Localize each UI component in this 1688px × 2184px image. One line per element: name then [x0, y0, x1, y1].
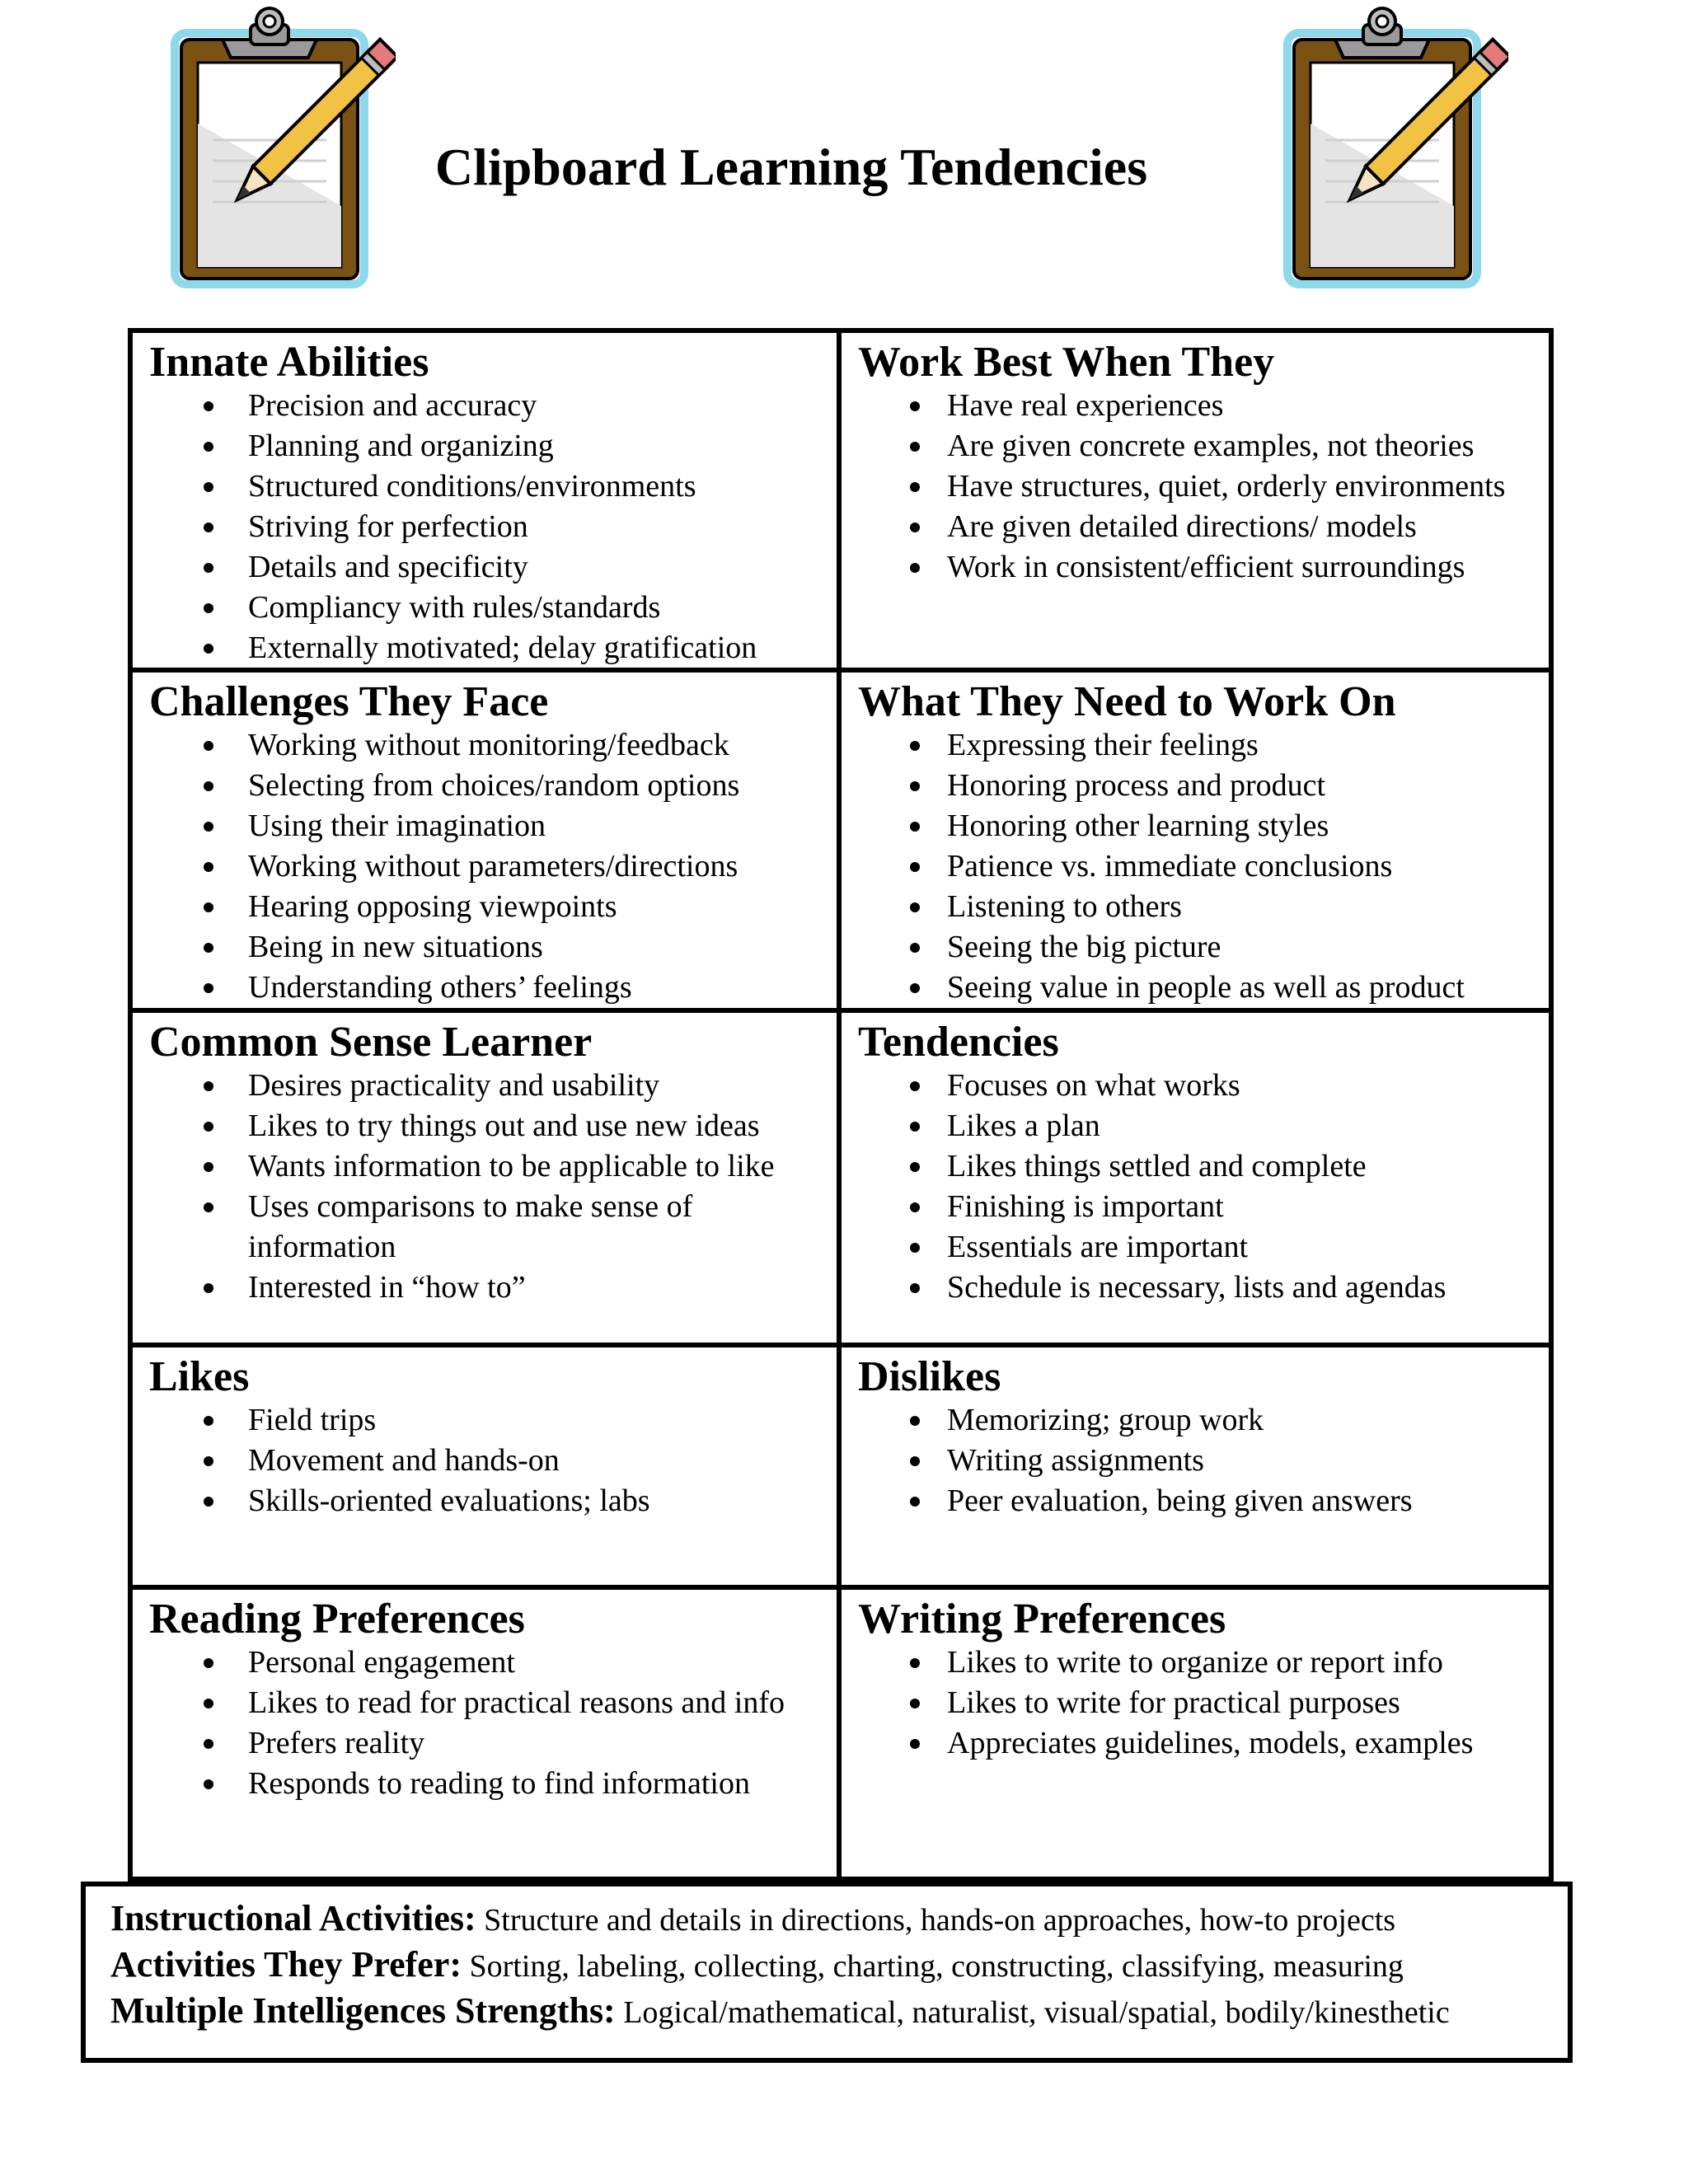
list-item: Finishing is important — [858, 1187, 1549, 1227]
list-item: Writing assignments — [858, 1441, 1549, 1481]
cell-reading-preferences — [133, 1590, 837, 1882]
list-item: Desires practicality and usability — [149, 1066, 837, 1106]
clipboard-pencil-icon — [165, 0, 396, 297]
cell-heading: Common Sense Learner — [149, 1019, 593, 1066]
list-item: Focuses on what works — [858, 1066, 1549, 1106]
list-item: Honoring other learning styles — [858, 806, 1549, 846]
list-item: Understanding others’ feelings — [149, 968, 837, 1008]
list-item: Precision and accuracy — [149, 386, 837, 426]
bullet-list — [149, 1066, 837, 1308]
list-item: Likes to write to organize or report info — [858, 1643, 1549, 1683]
list-item: Interested in “how to” — [149, 1268, 837, 1308]
cell-work-best — [842, 333, 1549, 668]
instructional-activities-label: Instructional Activities: — [110, 1898, 476, 1938]
list-item: Likes to try things out and use new ideas — [149, 1106, 837, 1146]
list-item: Wants information to be applicable to like — [149, 1146, 837, 1187]
list-item: Compliancy with rules/standards — [149, 588, 837, 628]
cell-heading: Challenges They Face — [149, 678, 549, 725]
instructional-activities-line — [110, 1896, 1568, 1943]
cell-dislikes — [842, 1347, 1549, 1585]
list-item: Listening to others — [858, 887, 1549, 927]
list-item: Hearing opposing viewpoints — [149, 887, 837, 927]
cell-challenges — [133, 673, 837, 1008]
bullet-list — [149, 725, 837, 1008]
multiple-intelligences-label: Multiple Intelligences Strengths: — [110, 1990, 616, 2031]
list-item: Have structures, quiet, orderly environments — [858, 466, 1549, 507]
activities-prefer-text: Sorting, labeling, collecting, charting, constructing, classifying, measuring — [469, 1949, 1404, 1984]
list-item: Are given detailed directions/ models — [858, 507, 1549, 547]
multiple-intelligences-line — [110, 1989, 1568, 2035]
tendencies-table — [128, 328, 1554, 1882]
list-item: Details and specificity — [149, 547, 837, 588]
cell-heading: Dislikes — [858, 1353, 1001, 1400]
bullet-list — [858, 725, 1549, 1008]
bullet-list — [858, 386, 1549, 588]
list-item: Peer evaluation, being given answers — [858, 1481, 1549, 1521]
list-item: Responds to reading to find information — [149, 1764, 837, 1804]
cell-heading: Innate Abilities — [149, 339, 429, 386]
bullet-list — [149, 386, 837, 668]
list-item: Honoring process and product — [858, 766, 1549, 806]
instructional-activities-text: Structure and details in directions, hands-on approaches, how-to projects — [484, 1903, 1396, 1938]
activities-summary-box — [81, 1882, 1573, 2063]
cell-heading: Likes — [149, 1353, 250, 1400]
cell-writing-preferences — [842, 1590, 1549, 1882]
bullet-list — [858, 1400, 1549, 1521]
activities-prefer-line — [110, 1943, 1568, 1989]
list-item: Planning and organizing — [149, 426, 837, 466]
list-item: Likes to write for practical purposes — [858, 1683, 1549, 1723]
list-item: Personal engagement — [149, 1643, 837, 1683]
list-item: Likes things settled and complete — [858, 1146, 1549, 1187]
list-item: Appreciates guidelines, models, examples — [858, 1723, 1549, 1764]
activities-prefer-label: Activities They Prefer: — [110, 1944, 462, 1985]
cell-likes — [133, 1347, 837, 1585]
list-item: Selecting from choices/random options — [149, 766, 837, 806]
list-item: Prefers reality — [149, 1723, 837, 1764]
list-item: Memorizing; group work — [858, 1400, 1549, 1441]
page-title: Clipboard Learning Tendencies — [434, 138, 1148, 196]
list-item: Are given concrete examples, not theories — [858, 426, 1549, 466]
bullet-list — [858, 1066, 1549, 1308]
list-item: Structured conditions/environments — [149, 466, 837, 507]
cell-heading: What They Need to Work On — [858, 678, 1396, 725]
cell-need-to-work-on — [842, 673, 1549, 1008]
list-item: Externally motivated; delay gratification — [149, 628, 837, 668]
list-item: Likes to read for practical reasons and info — [149, 1683, 837, 1723]
list-item: Field trips — [149, 1400, 837, 1441]
clipboard-pencil-icon — [1278, 0, 1508, 297]
list-item: Movement and hands-on — [149, 1441, 837, 1481]
list-item: Seeing value in people as well as product — [858, 968, 1549, 1008]
list-item: Seeing the big picture — [858, 927, 1549, 968]
list-item: Patience vs. immediate conclusions — [858, 846, 1549, 887]
cell-heading: Writing Preferences — [858, 1596, 1226, 1643]
cell-heading: Tendencies — [858, 1019, 1059, 1066]
list-item: Skills-oriented evaluations; labs — [149, 1481, 837, 1521]
list-item: Essentials are important — [858, 1227, 1549, 1268]
multiple-intelligences-text: Logical/mathematical, naturalist, visual/spatial, bodily/kinesthetic — [623, 1995, 1450, 2030]
bullet-list — [858, 1643, 1549, 1764]
list-item: Using their imagination — [149, 806, 837, 846]
cell-common-sense-learner — [133, 1013, 837, 1343]
cell-innate-abilities — [133, 333, 837, 668]
list-item: Work in consistent/efficient surroundings — [858, 547, 1549, 588]
list-item: Schedule is necessary, lists and agendas — [858, 1268, 1549, 1308]
list-item: Uses comparisons to make sense of information — [149, 1187, 837, 1268]
bullet-list — [149, 1643, 837, 1804]
list-item: Striving for perfection — [149, 507, 837, 547]
bullet-list — [149, 1400, 837, 1521]
cell-tendencies — [842, 1013, 1549, 1343]
cell-heading: Reading Preferences — [149, 1596, 525, 1643]
list-item: Working without monitoring/feedback — [149, 725, 837, 766]
list-item: Working without parameters/directions — [149, 846, 837, 887]
list-item: Likes a plan — [858, 1106, 1549, 1146]
list-item: Have real experiences — [858, 386, 1549, 426]
cell-heading: Work Best When They — [858, 339, 1275, 386]
list-item: Expressing their feelings — [858, 725, 1549, 766]
list-item: Being in new situations — [149, 927, 837, 968]
